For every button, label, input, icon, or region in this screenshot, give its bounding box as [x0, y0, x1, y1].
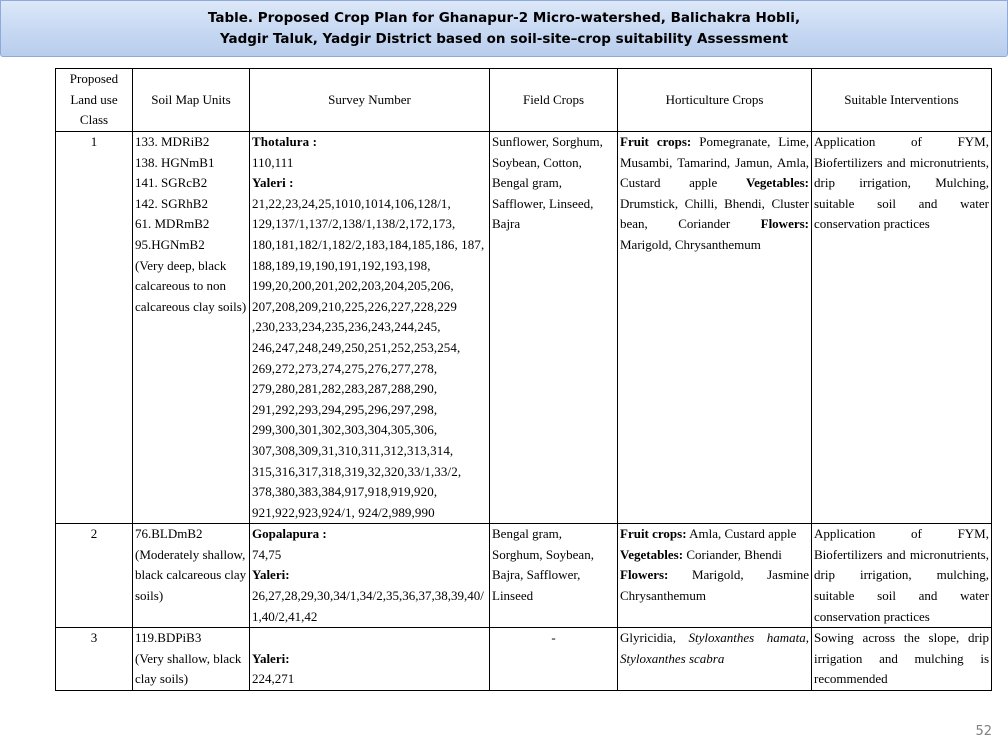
header-field-crops: Field Crops [490, 69, 618, 132]
header-land-use-class: Proposed Land use Class [56, 69, 133, 132]
land-use-class-cell: 3 [56, 628, 133, 691]
horticulture-crops-cell [618, 628, 812, 691]
field-crops-cell: Sunflower, Sorghum, Soybean, Cotton, Bengal gram, Safflower, Linseed, Bajra [490, 132, 618, 524]
soil-unit: 133. MDRiB2 [135, 134, 210, 149]
horticulture-crops-cell [618, 524, 812, 628]
horticulture-plain: Glyricidia, [620, 630, 676, 646]
flowers-label: Flowers: [620, 567, 669, 583]
fruit-crops-text: Amla, Custard apple [689, 526, 797, 542]
interventions-cell: Sowing across the slope, drip irrigation and mulching is recommended [812, 628, 992, 691]
soil-unit: 61. MDRmB2 [135, 216, 210, 232]
land-use-class-cell: 2 [56, 524, 133, 628]
horticulture-crops-cell [618, 132, 812, 524]
fruit-crops-label: Fruit crops: [620, 526, 687, 542]
title-line-1: Table. Proposed Crop Plan for Ghanapur-2 Micro-watershed, Balichakra Hobli, [207, 9, 801, 26]
horticulture-italic-2: Styloxanthes scabra [620, 650, 725, 666]
survey-numbers: 21,22,23,24,25,1010,1014,106,128/1, 129,137/1,137/2,138/1,138/2,172,173, 180,181,182/1,182/2,183,184,185,186, 187, 188,189,19,190,191,192,193,198, 199,20,200,201,202,203,204,205,206, 207,208,209,210,225,226,227,228,229 ,230,233,234,235,236,243,244,245, 246,247,248,249,250,251,252,253,254, 269,272,273,274,275,276,277,278, 279,280,281,282,283,287,288,290, 291,292,293,294,295,296,297,298, 299,300,301,302,303,304,305,306, 307,308,309,31,310,311,312,313,314, 315,316,317,318,319,32,320,33/1,33/2, 378,380,383,384,917,918,919,920, 921,922,923,924/1, 924/2,989,990 [252, 195, 485, 520]
fruit-crops-text: Pomegranate, Lime, Musambi, Tamarind, Jamun, Amla, Custard apple [620, 134, 809, 191]
header-survey-number: Survey Number [250, 69, 490, 132]
flowers-label: Flowers: [760, 216, 809, 232]
survey-number-cell [250, 524, 490, 628]
header-horticulture-crops: Horticulture Crops [618, 69, 812, 132]
flowers-text: Marigold, Jasmine Chrysanthemum [620, 567, 810, 604]
soil-unit: 141. SGRcB2 [135, 175, 208, 191]
vegetables-text: Coriander, Bhendi [686, 546, 782, 562]
soil-map-units-cell [133, 628, 250, 691]
field-crops-cell: Bengal gram, Sorghum, Soybean, Bajra, Safflower, Linseed [490, 524, 618, 628]
soil-unit: 76.BLDmB2 [135, 526, 203, 542]
crop-plan-table [55, 68, 992, 691]
vegetables-label: Vegetables: [620, 546, 684, 562]
soil-description: (Very deep, black calcareous to non calcareous clay soils) [135, 257, 247, 314]
fruit-crops-label: Fruit crops: [620, 134, 692, 149]
header-suitable-interventions: Suitable Interventions [812, 69, 992, 132]
soil-unit: 95.HGNmB2 [135, 236, 205, 252]
village-name: Yaleri: [252, 650, 290, 666]
survey-numbers: 74,75 [252, 546, 282, 562]
village-name: Yaleri: [252, 567, 290, 583]
flowers-text: Marigold, Chrysanthemum [620, 236, 761, 252]
header-soil-map-units: Soil Map Units [133, 69, 250, 132]
survey-numbers: 26,27,28,29,30,34/1,34/2,35,36,37,38,39,40/1,40/2,41,42 [252, 588, 484, 624]
field-crops-cell: - [490, 628, 618, 691]
village-name: Thotalura : [252, 134, 318, 149]
soil-unit: 138. HGNmB1 [135, 154, 215, 170]
header-row [56, 69, 992, 132]
soil-map-units-cell [133, 132, 250, 524]
village-name: Gopalapura : [252, 526, 327, 542]
title-line-2: Yadgir Taluk, Yadgir District based on soil-site–crop suitability Assessment [219, 30, 789, 47]
vegetables-text: Drumstick, Chilli, Bhendi, Cluster bean, Coriander [620, 195, 809, 232]
table-row [56, 524, 992, 628]
interventions-cell: Application of FYM, Biofertilizers and micronutrients, drip irrigation, Mulching, suitable soil and water conservation practices [812, 132, 992, 524]
soil-description: (Very shallow, black clay soils) [135, 650, 242, 687]
soil-map-units-cell [133, 524, 250, 628]
survey-numbers: 224,271 [252, 671, 295, 687]
interventions-cell: Application of FYM, Biofertilizers and micronutrients, drip irrigation, mulching, suitable soil and water conservation practices [812, 524, 992, 628]
table-row [56, 628, 992, 691]
survey-number-cell [250, 628, 490, 691]
table-row [56, 132, 992, 524]
soil-unit: 119.BDPiB3 [135, 630, 202, 646]
soil-description: (Moderately shallow, black calcareous clay soils) [135, 546, 247, 604]
horticulture-italic-1: Styloxanthes hamata, [688, 630, 809, 646]
table-title [0, 0, 1008, 57]
soil-unit: 142. SGRhB2 [135, 195, 208, 211]
village-name: Yaleri : [252, 175, 294, 191]
page-number: 52 [975, 724, 992, 739]
survey-numbers: 110,111 [252, 154, 294, 170]
survey-number-cell [250, 132, 490, 524]
land-use-class-cell: 1 [56, 132, 133, 524]
vegetables-label: Vegetables: [745, 175, 810, 191]
